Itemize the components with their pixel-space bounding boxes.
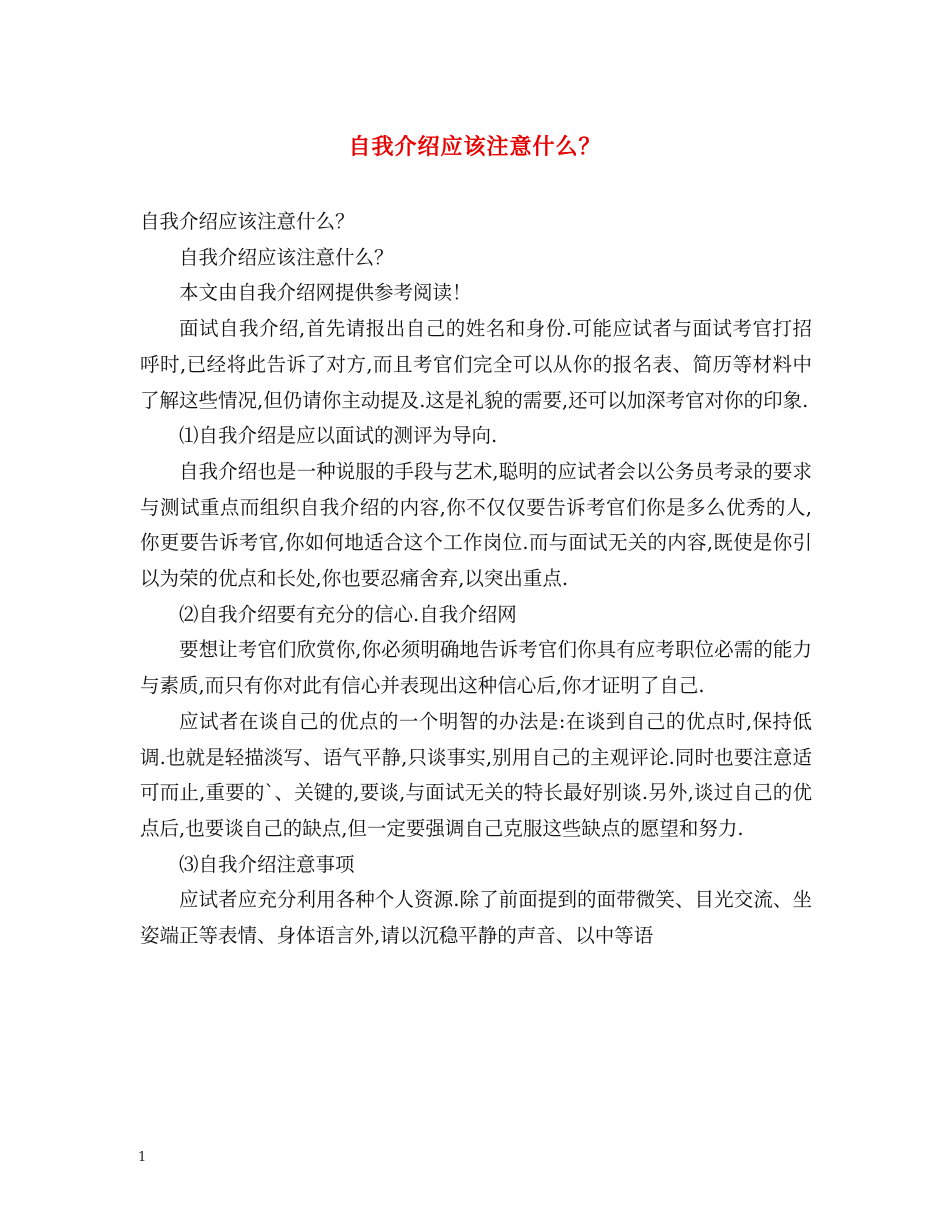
paragraph: 面试自我介绍,首先请报出自己的姓名和身份.可能应试者与面试考官打招呼时,已经将此告诉了对方,而且考官们完全可以从你的报名表、简历等材料中了解这些情况,但仍请你主动提及.这是礼貌的需要,还可以加深考官对你的印象. — [140, 317, 812, 412]
paragraph: 自我介绍应该注意什么？ — [179, 245, 394, 269]
paragraph: 应试者应充分利用各种个人资源.除了前面提到的面带微笑、目光交流、坐姿端正等表情、身体语言外,请以沉稳平静的声音、以中等语 — [140, 888, 812, 948]
paragraph: 应试者在谈自己的优点的一个明智的办法是:在谈到自己的优点时,保持低调.也就是轻描淡写、语气平静,只谈事实,别用自己的主观评论.同时也要注意适可而止,重要的`、关键的,要谈,与面试无关的特长最好别谈.另外,谈过自己的优点后,也要谈自己的缺点,但一定要强调自己克服这些缺点的愿望和努力. — [140, 709, 812, 840]
section-heading: ⑴自我介绍是应以面试的测评为导向. — [179, 424, 498, 448]
section-heading: ⑶自我介绍注意事项 — [179, 852, 355, 876]
document-title: 自我介绍应该注意什么？ — [348, 135, 602, 160]
document-body — [140, 204, 812, 954]
paragraph: 本文由自我介绍网提供参考阅读！ — [179, 281, 472, 305]
paragraph: 要想让考官们欣赏你,你必须明确地告诉考官们你具有应考职位必需的能力与素质,而只有你对此有信心并表现出这种信心后,你才证明了自己. — [140, 638, 812, 698]
paragraph: 自我介绍应该注意什么？ — [140, 210, 355, 233]
section-heading: ⑵自我介绍要有充分的信心.自我介绍网 — [179, 602, 517, 626]
paragraph: 自我介绍也是一种说服的手段与艺术,聪明的应试者会以公务员考录的要求与测试重点而组织自我介绍的内容,你不仅仅要告诉考官们你是多么优秀的人,你更要告诉考官,你如何地适合这个工作岗位.而与面试无关的内容,既使是你引以为荣的优点和长处,你也要忍痛舍弃,以突出重点. — [140, 459, 812, 591]
page-number: 1 — [138, 1150, 147, 1165]
